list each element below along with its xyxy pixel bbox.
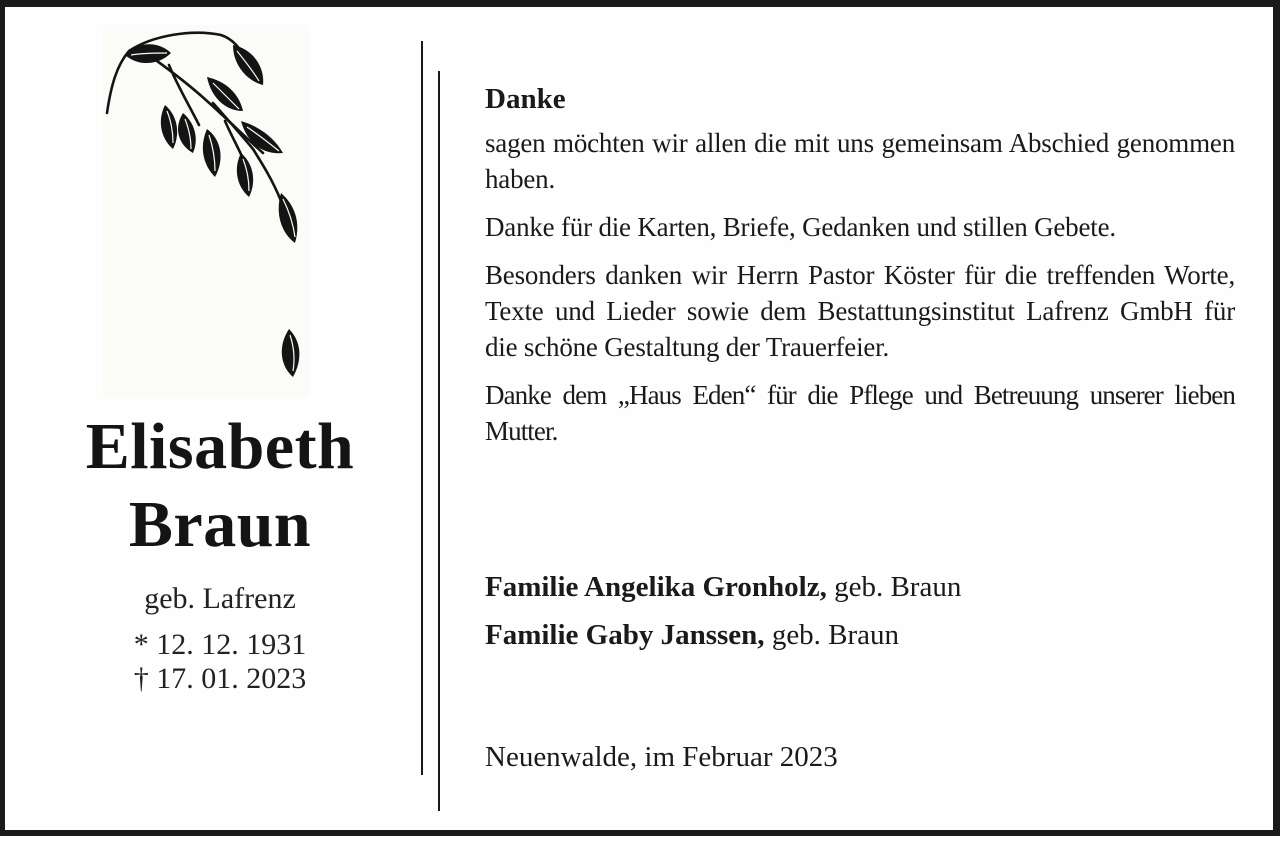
birth-date: * 12. 12. 1931 (133, 628, 307, 661)
signature-block (485, 563, 1235, 659)
signature-family: Familie Angelika Gronholz, (485, 571, 827, 603)
birth-name: geb. Lafrenz (144, 582, 296, 615)
branch-illustration (103, 25, 309, 397)
place-and-date: Neuenwalde, im Februar 2023 (485, 741, 838, 773)
signature-note: geb. Braun (834, 571, 962, 603)
signature-line (485, 563, 1235, 611)
signature-note: geb. Braun (771, 619, 900, 651)
message-paragraph: Danke für die Karten, Briefe, Gedanken und stillen Gebete. (485, 212, 1116, 242)
thank-you-message (485, 81, 1235, 461)
deceased-panel (5, 7, 425, 843)
signature-family: Familie Gaby Janssen, (485, 619, 765, 651)
message-heading: Danke (485, 83, 566, 115)
signature-line (485, 611, 1235, 659)
divider-rule-right (438, 71, 440, 811)
birch-branch-icon (103, 25, 309, 397)
death-date: † 17. 01. 2023 (133, 662, 307, 695)
message-paragraph: Danke dem „Haus Eden“ für die Pflege und Betreuung unserer lieben Mutter. (485, 380, 1235, 446)
deceased-last-name: Braun (128, 488, 312, 561)
divider-rule-left (421, 41, 423, 775)
message-paragraph: sagen möchten wir allen die mit uns gemeinsam Abschied genommen haben. (485, 128, 1235, 194)
deceased-first-name: Elisabeth (85, 410, 355, 483)
message-paragraph: Besonders danken wir Herrn Pastor Köster für die treffenden Worte, Texte und Lieder sowie dem Bestattungsinstitut Lafrenz GmbH für die schöne Gestaltung der Trauerfeier. (485, 260, 1235, 362)
